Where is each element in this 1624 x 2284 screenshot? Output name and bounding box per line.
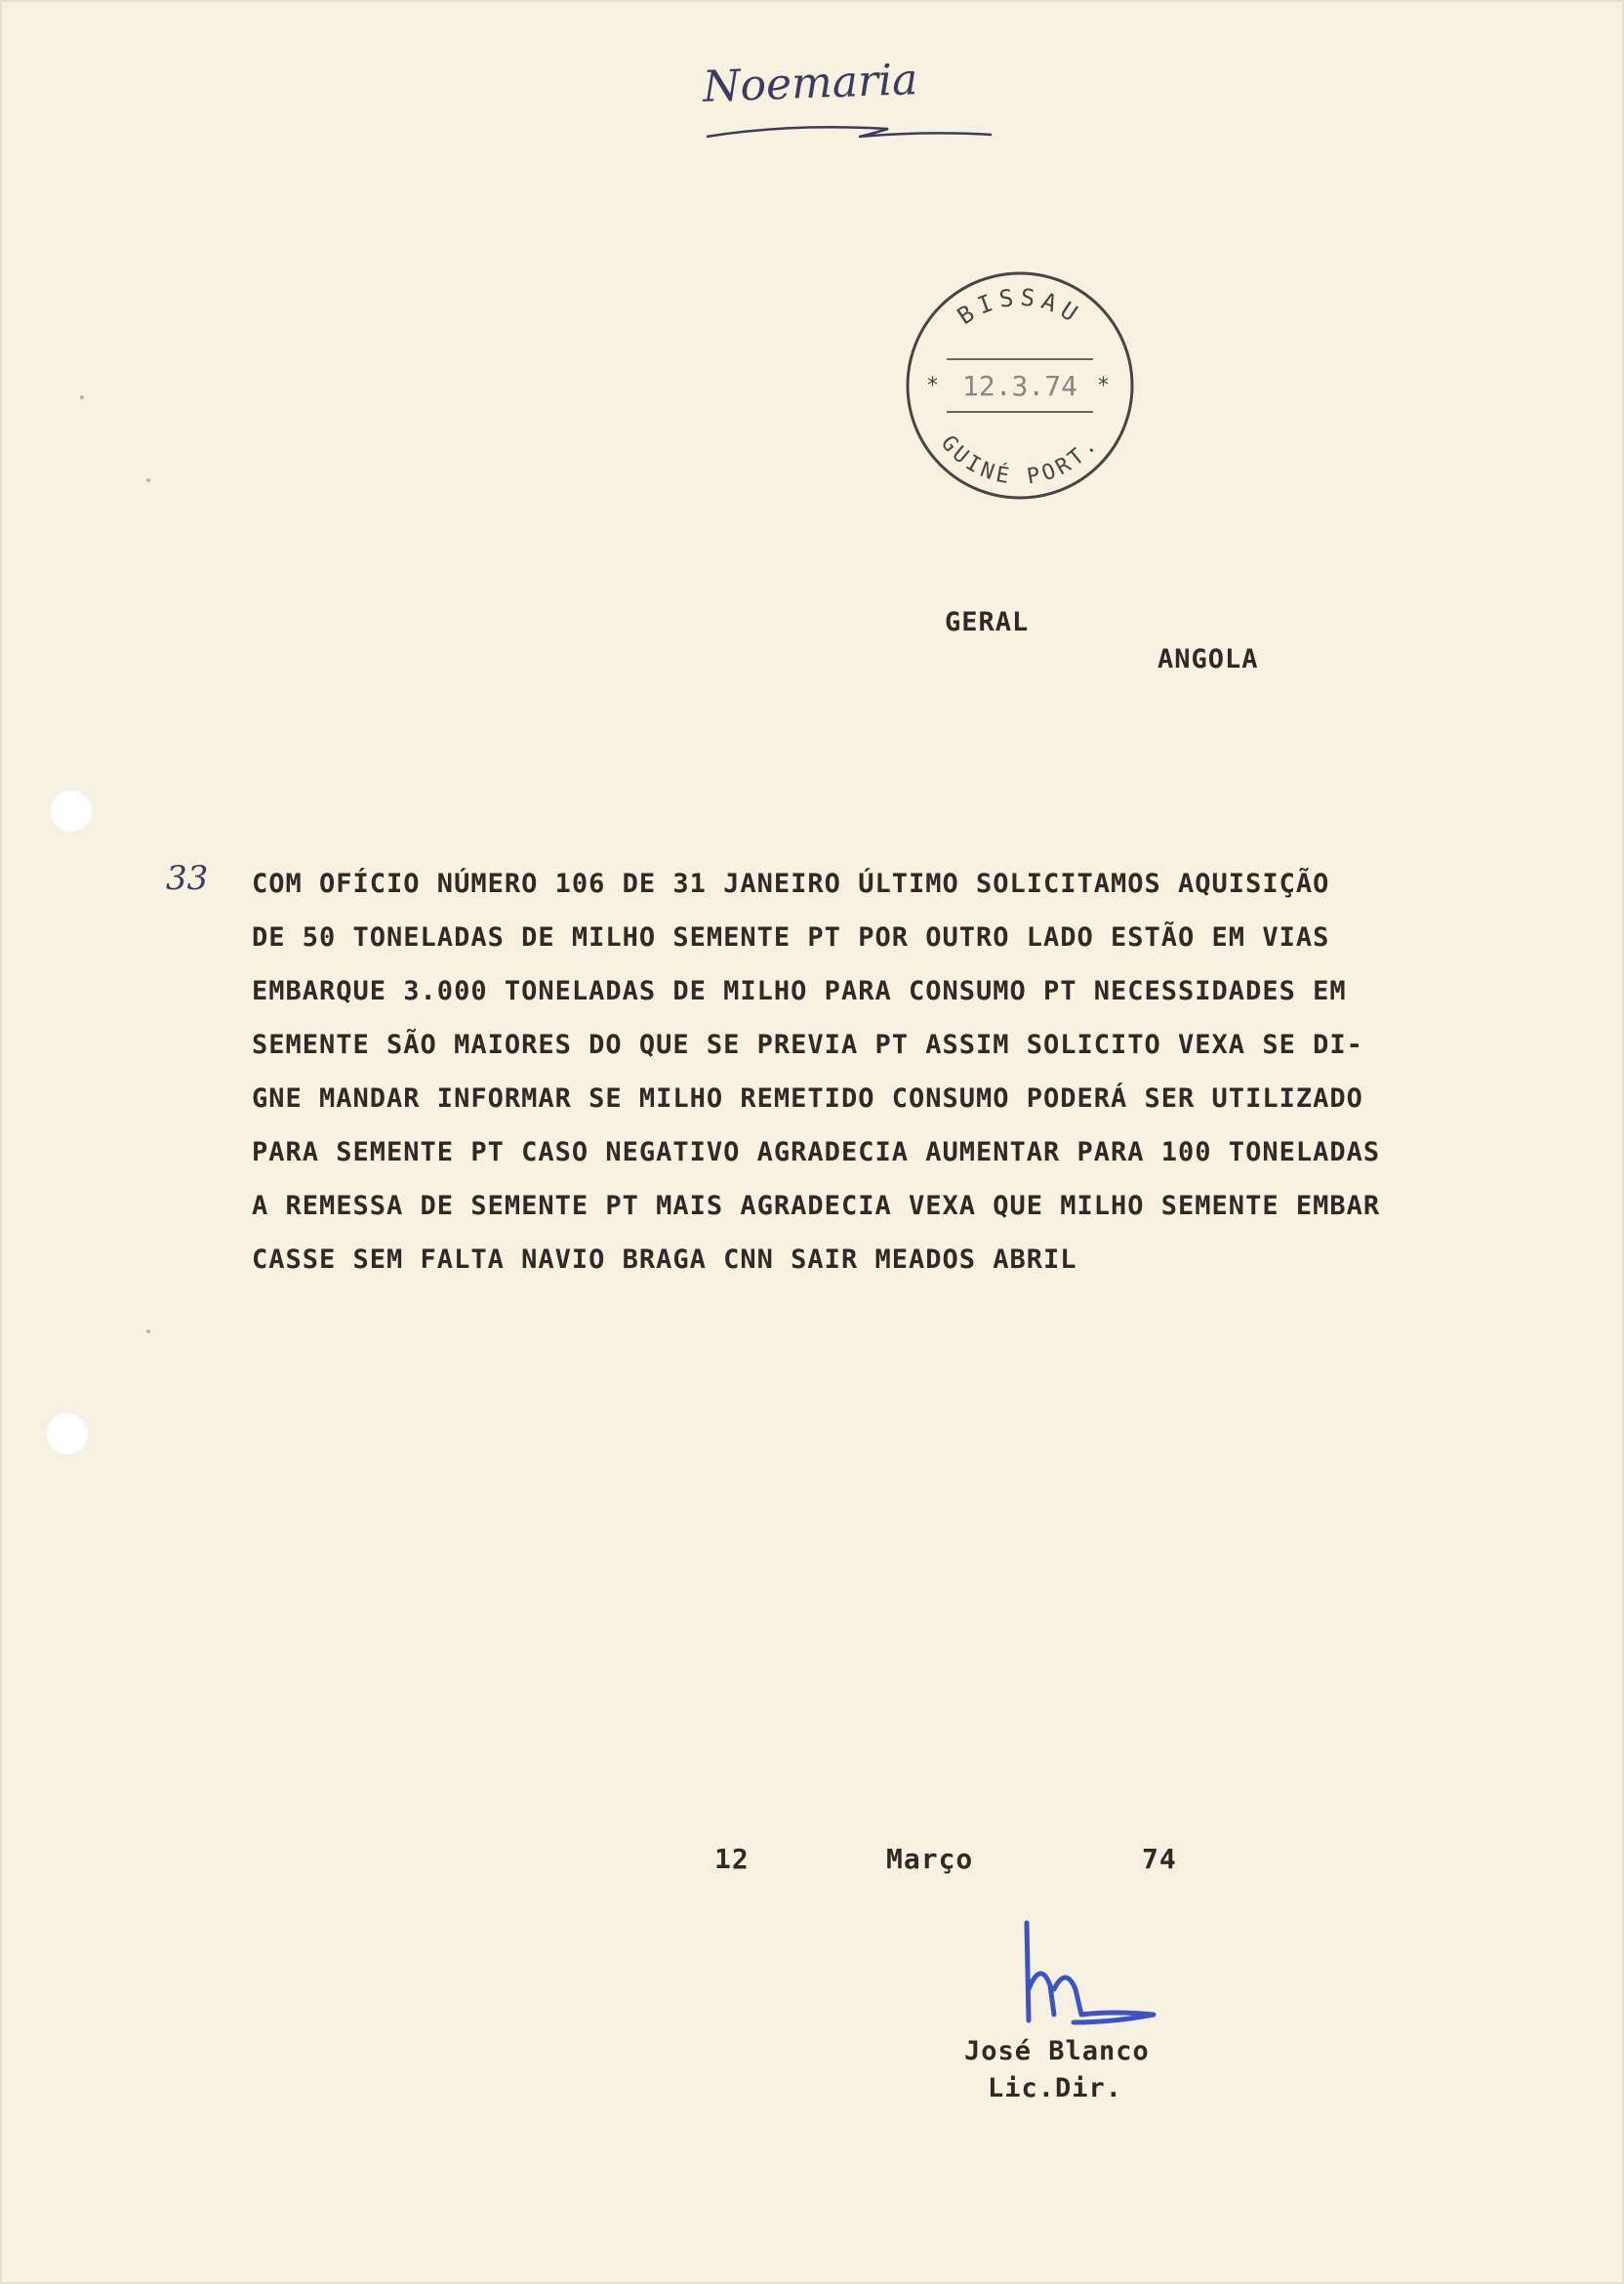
- message-line: EMBARQUE 3.000 TONELADAS DE MILHO PARA CONSUMO PT NECESSIDADES EM: [252, 976, 1347, 1006]
- message-line: A REMESSA DE SEMENTE PT MAIS AGRADECIA VEXA QUE MILHO SEMENTE EMBAR: [252, 1191, 1381, 1221]
- paper-speck: [80, 395, 84, 399]
- svg-text:*: *: [927, 374, 938, 398]
- message-line: PARA SEMENTE PT CASO NEGATIVO AGRADECIA AUMENTAR PARA 100 TONELADAS: [252, 1137, 1381, 1167]
- message-line: SEMENTE SÃO MAIORES DO QUE SE PREVIA PT ASSIM SOLICITO VEXA SE DI-: [252, 1030, 1363, 1060]
- stamp-bottom-text: GUINÉ PORT.: [935, 430, 1105, 490]
- paper-speck: [146, 478, 150, 482]
- handwritten-note: Noemaria: [702, 55, 919, 112]
- punch-hole-lower: [45, 1411, 90, 1456]
- stamp-top-text: BISSAU: [952, 283, 1088, 331]
- routing-label-geral: GERAL: [945, 607, 1030, 637]
- message-line: GNE MANDAR INFORMAR SE MILHO REMETIDO CONSUMO PODERÁ SER UTILIZADO: [252, 1083, 1363, 1114]
- date-year: 74: [1142, 1843, 1177, 1875]
- punch-hole-upper: [49, 789, 94, 834]
- postmark-stamp: [898, 264, 1142, 508]
- handwritten-signature: [1005, 1913, 1161, 2050]
- signatory-name: José Blanco: [964, 2036, 1150, 2066]
- paper-speck: [146, 1329, 150, 1333]
- message-line: CASSE SEM FALTA NAVIO BRAGA CNN SAIR MEADOS ABRIL: [252, 1244, 1077, 1275]
- date-month: Março: [886, 1843, 974, 1875]
- stamp-date: 12.3.74: [961, 370, 1078, 402]
- message-body: [252, 857, 1560, 1286]
- signatory-title: Lic.Dir.: [988, 2073, 1123, 2103]
- routing-label-angola: ANGOLA: [1157, 644, 1259, 674]
- handwritten-underline: [703, 115, 995, 144]
- date-day: 12: [714, 1843, 750, 1875]
- message-line: DE 50 TONELADAS DE MILHO SEMENTE PT POR OUTRO LADO ESTÃO EM VIAS: [252, 922, 1330, 953]
- message-number: 33: [166, 859, 209, 898]
- svg-text:*: *: [1098, 374, 1109, 398]
- svg-text:BISSAU: [953, 284, 1087, 331]
- message-line: COM OFÍCIO NÚMERO 106 DE 31 JANEIRO ÚLTIMO SOLICITAMOS AQUISIÇÃO: [252, 869, 1330, 899]
